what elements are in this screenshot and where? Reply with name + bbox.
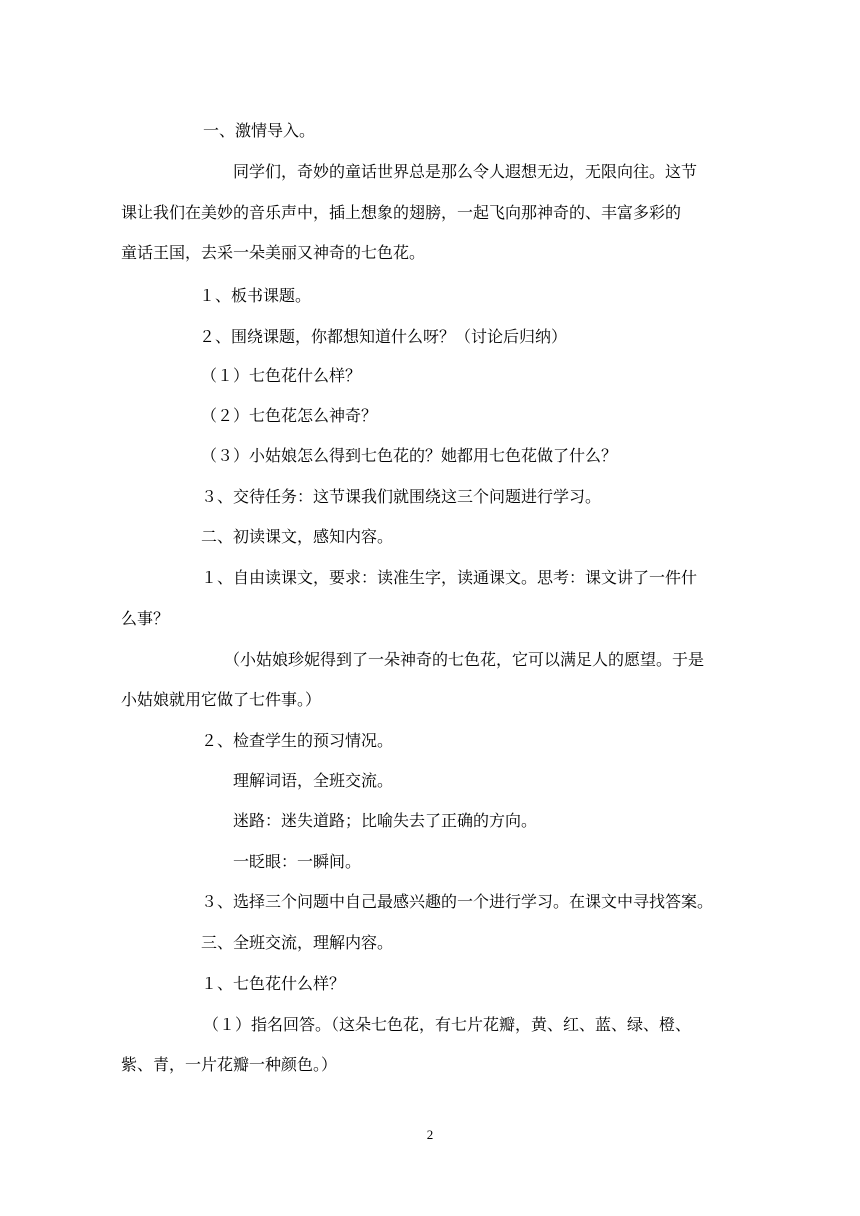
list-item: １、板书课题。 — [199, 286, 312, 305]
paragraph-line: 么事？ — [121, 609, 170, 628]
heading-3: 三、全班交流，理解内容。 — [201, 933, 394, 952]
paragraph-line: 理解词语，全班交流。 — [233, 771, 394, 790]
list-item: １、七色花什么样？ — [201, 974, 346, 993]
paragraph-line: 同学们，奇妙的童话世界总是那么令人遐想无边，无限向往。这节 — [233, 162, 698, 181]
paragraph-line: 童话王国，去采一朵美丽又神奇的七色花。 — [121, 243, 426, 262]
paragraph-line: （小姑娘珍妮得到了一朵神奇的七色花，它可以满足人的愿望。于是 — [224, 650, 705, 669]
list-item: ３、交待任务：这节课我们就围绕这三个问题进行学习。 — [201, 487, 602, 506]
list-item: （３）小姑娘怎么得到七色花的？她都用七色花做了什么？ — [201, 446, 618, 465]
list-item: （１）七色花什么样？ — [201, 366, 362, 385]
paragraph-line: 一眨眼：一瞬间。 — [233, 852, 362, 871]
heading-1: 一、激情导入。 — [203, 121, 316, 140]
list-item: ２、围绕课题，你都想知道什么呀？（讨论后归纳） — [199, 327, 568, 346]
paragraph-line: 迷路：迷失道路；比喻失去了正确的方向。 — [233, 811, 538, 830]
list-item: ２、检查学生的预习情况。 — [201, 731, 394, 750]
list-item: （２）七色花怎么神奇？ — [201, 406, 378, 425]
paragraph-line: 小姑娘就用它做了七件事。） — [121, 690, 322, 709]
list-item: （１）指名回答。（这朵七色花，有七片花瓣，黄、红、蓝、绿、橙、 — [203, 1015, 692, 1034]
list-item: １、自由读课文，要求：读准生字，读通课文。思考：课文讲了一件什 — [201, 568, 698, 587]
page-number: 2 — [426, 1127, 434, 1142]
list-item: ３、选择三个问题中自己最感兴趣的一个进行学习。在课文中寻找答案。 — [201, 892, 714, 911]
paragraph-line: 课让我们在美妙的音乐声中，插上想象的翅膀，一起飞向那神奇的、丰富多彩的 — [121, 203, 682, 222]
paragraph-line: 紫、青，一片花瓣一种颜色。） — [121, 1055, 338, 1074]
heading-2: 二、初读课文，感知内容。 — [201, 527, 394, 546]
